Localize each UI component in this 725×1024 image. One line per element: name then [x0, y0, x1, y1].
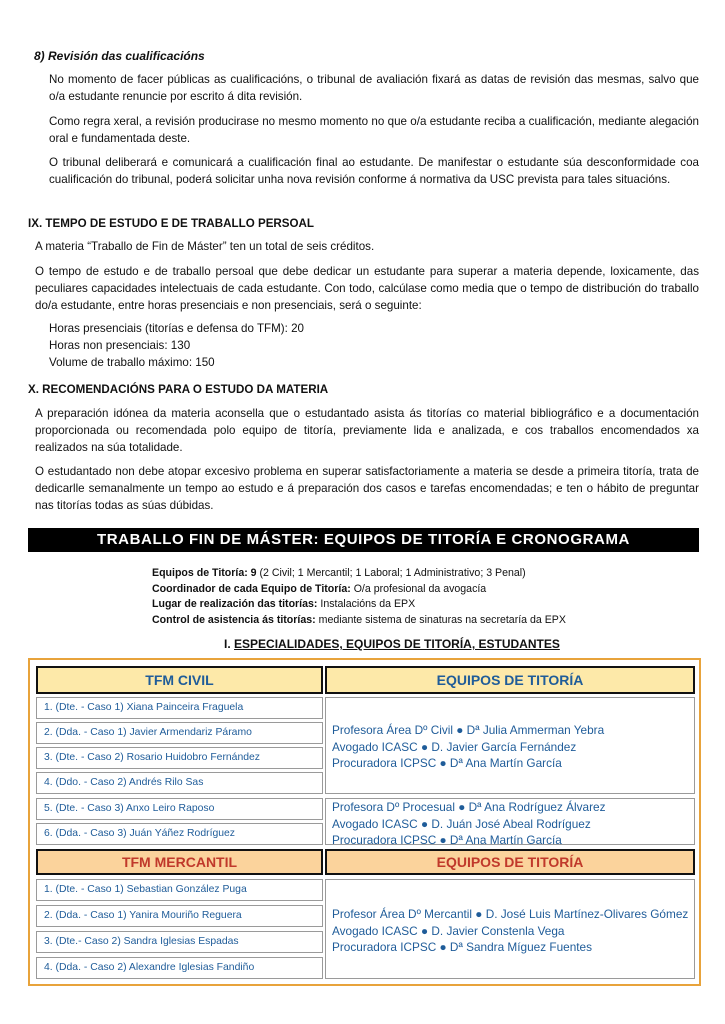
- tfm-banner: TRABALLO FIN DE MÁSTER: EQUIPOS DE TITORÍA E CRONOGRAMA: [28, 528, 699, 552]
- civil-student-5: 5. (Dte. - Caso 3) Anxo Leiro Raposo: [36, 798, 323, 820]
- mercantil-student-4: 4. (Dda. - Caso 2) Alexandre Iglesias Fandiño: [36, 957, 323, 979]
- civil-team-2: Profesora Dº Procesual ● Dª Ana Rodríguez Álvarez Avogado ICASC ● D. Juán José Abeal Rodríguez Procuradora ICPSC ● Dª Ana Martín García: [325, 798, 695, 845]
- civil-student-1: 1. (Dte. - Caso 1) Xiana Painceira Fraguela: [36, 697, 323, 719]
- civil-student-3: 3. (Dte. - Caso 2) Rosario Huidobro Fernández: [36, 747, 323, 769]
- civil-team-1: Profesora Área Dº Civil ● Dª Julia Ammerman Yebra Avogado ICASC ● D. Javier García Fernández Procuradora ICPSC ● Dª Ana Martín García: [325, 697, 695, 794]
- hours-volume-maximo: Volume de traballo máximo: 150: [49, 356, 215, 369]
- mercantil-student-3: 3. (Dte.- Caso 2) Sandra Iglesias Espadas: [36, 931, 323, 953]
- section-ix-paragraph-1: A materia “Traballo de Fin de Máster” ten un total de seis créditos.: [35, 240, 375, 253]
- specialities-subtitle: I. ESPECIALIDADES, EQUIPOS DE TITORÍA, ESTUDANTES: [224, 637, 560, 651]
- civil-student-4: 4. (Ddo. - Caso 2) Andrés Rilo Sas: [36, 772, 323, 794]
- civil-student-6: 6. (Dda. - Caso 3) Juán Yáñez Rodríguez: [36, 823, 323, 845]
- section-8-paragraph-2: Como regra xeral, a revisión producirase no mesmo momento no que o/a estudante reciba a cualificación, mediante alegación oral e fundamentada deste.: [49, 115, 699, 145]
- section-8-paragraph-3: O tribunal deliberará e comunicará a cualificación final ao estudante. De manifestar o estudante súa desconformidade coa cualificación do tribunal, poderá solicitar unha nova revisión conforme á normativa da USC prevista para tales situacións.: [49, 156, 699, 186]
- study-hours-list: [49, 320, 304, 371]
- section-8-paragraph-1: No momento de facer públicas as cualificacións, o tribunal de avaliación fixará as datas de revisión das mesmas, salvo que o/a estudante renuncie por escrito á dita revisión.: [49, 73, 699, 103]
- info-equipos: Equipos de Titoría: 9 (2 Civil; 1 Mercantil; 1 Laboral; 1 Administrativo; 3 Penal): [152, 567, 526, 579]
- hours-non-presenciais: Horas non presenciais: 130: [49, 339, 191, 352]
- section-8-heading: 8) Revisión das cualificacións: [34, 49, 205, 63]
- section-x-heading: X. RECOMENDACIÓNS PARA O ESTUDO DA MATERIA: [28, 383, 329, 396]
- section-x-paragraph-1: A preparación idónea da materia aconsella que o estudantado asista ás titorías co material bibliográfico e a documentación proporcionada ou recomendada polo equipo de titoría, previamente lida e analizada, e cos traballos encomendados xa realizados na súa totalidade.: [35, 407, 699, 454]
- section-ix-heading: IX. TEMPO DE ESTUDO E DE TRABALLO PERSOAL: [28, 217, 314, 230]
- mercantil-header: TFM MERCANTIL: [36, 849, 323, 875]
- civil-teams-header: EQUIPOS DE TITORÍA: [325, 666, 695, 694]
- mercantil-team-1: Profesor Área Dº Mercantil ● D. José Luis Martínez-Olivares Gómez Avogado ICASC ● D. Javier Constenla Vega Procuradora ICPSC ● Dª Sandra Míguez Fuentes: [325, 879, 695, 979]
- section-x-paragraph-2: O estudantado non debe atopar excesivo problema en superar satisfactoriamente a materia se desde a primeira titoría, trata de dedicarlle semanalmente un tempo ao estudo e á preparación dos casos e tarefas encomendadas; e ten o hábito de preguntar nas titorías todas as súas dúbidas.: [35, 465, 699, 512]
- tutoring-info: [152, 566, 566, 628]
- info-coordinador: Coordinador de cada Equipo de Titoría: O/a profesional da avogacía: [152, 582, 487, 595]
- tutoring-table: [28, 658, 701, 986]
- mercantil-teams-header: EQUIPOS DE TITORÍA: [325, 849, 695, 875]
- hours-presenciais: Horas presenciais (titorías e defensa do TFM): 20: [49, 322, 304, 335]
- info-lugar: Lugar de realización das titorías: Instalacións da EPX: [152, 598, 416, 610]
- section-ix-paragraph-2: O tempo de estudo e de traballo persoal que debe dedicar un estudante para superar a materia depende, loxicamente, das peculiares capacidades intelectuais de cada estudante. Con todo, calcúlase como media que o tempo de distribución do traballo do/a estudante, entre horas presenciais e non presenciais, será o seguinte:: [35, 265, 699, 312]
- civil-header: TFM CIVIL: [36, 666, 323, 694]
- mercantil-student-2: 2. (Dda. - Caso 1) Yanira Mouriño Reguera: [36, 905, 323, 927]
- info-control: Control de asistencia ás titorías: mediante sistema de sinaturas na secretaría da EPX: [152, 613, 566, 626]
- civil-student-2: 2. (Dda. - Caso 1) Javier Armendariz Páramo: [36, 722, 323, 744]
- mercantil-student-1: 1. (Dte. - Caso 1) Sebastian González Puga: [36, 879, 323, 901]
